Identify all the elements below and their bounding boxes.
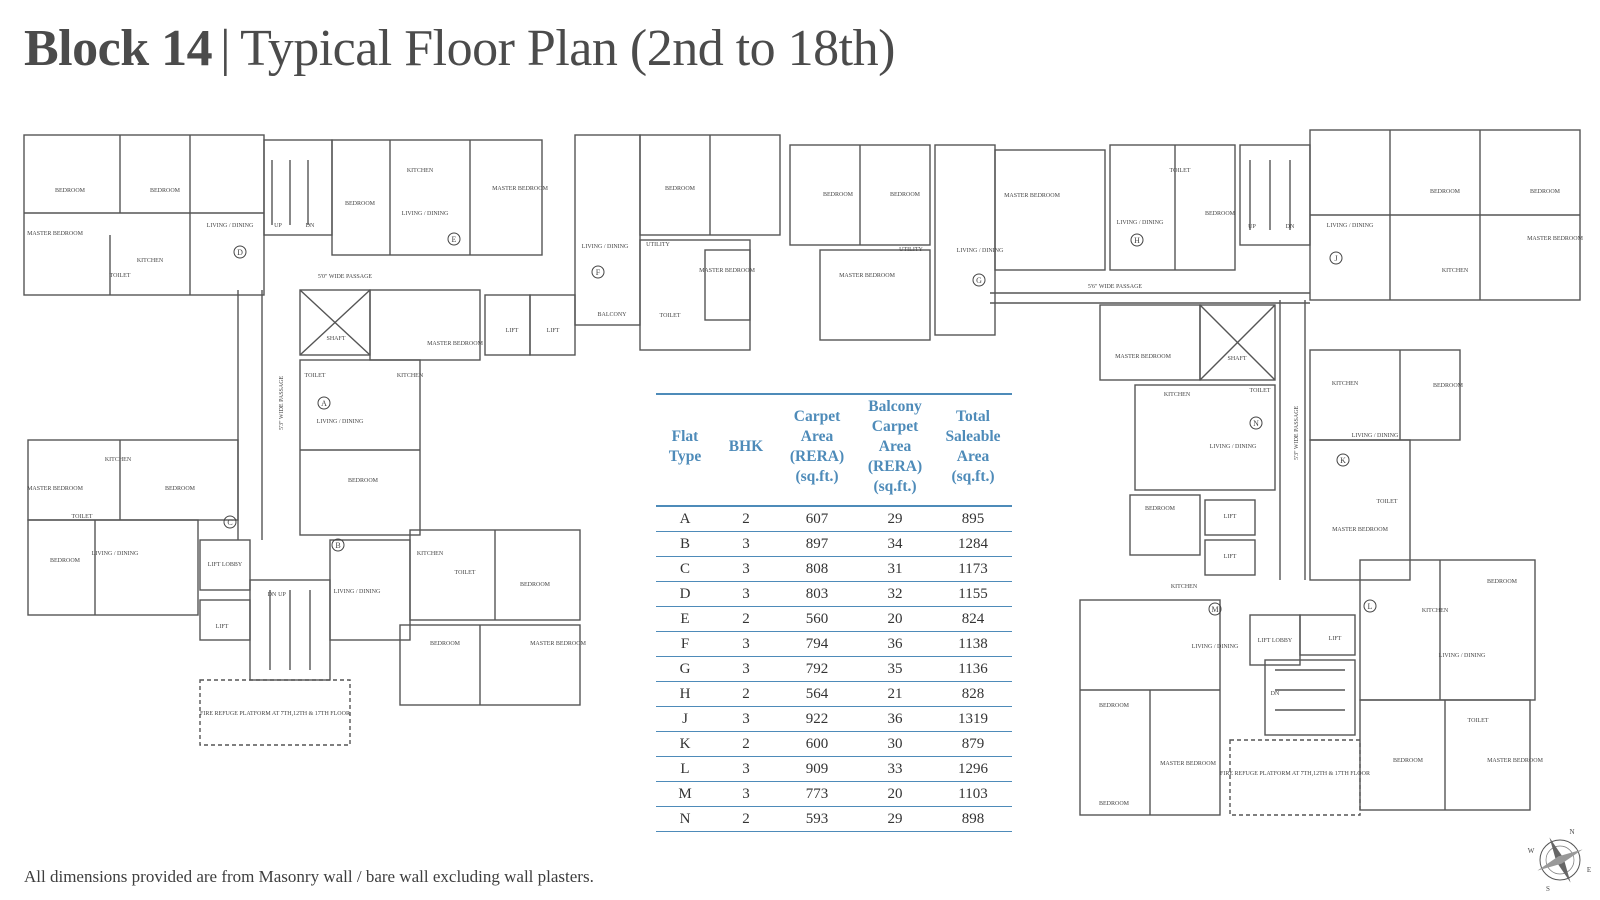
label-bedroom-j2: BEDROOM: [1529, 189, 1561, 195]
table-cell: J: [656, 707, 714, 732]
table-cell: 909: [778, 757, 856, 782]
plan-unit-k-outline: [1310, 350, 1460, 440]
title-subtitle: Typical Floor Plan (2nd to 18th): [240, 20, 895, 77]
table-row: [656, 582, 1012, 607]
flat-area-table: [656, 393, 1012, 832]
compass-e: E: [1586, 866, 1592, 874]
label-shaft-right: SHAFT: [1227, 356, 1247, 362]
label-living-f: LIVING / DINING: [581, 244, 629, 250]
plan-unit-d-outline: [24, 135, 264, 295]
table-cell: 607: [778, 506, 856, 532]
label-living-a: LIVING / DINING: [316, 419, 364, 425]
table-cell: 1173: [934, 557, 1012, 582]
table-cell: G: [656, 657, 714, 682]
label-bedroom-l2: BEDROOM: [1392, 758, 1424, 764]
block-name: Block 14: [24, 20, 213, 77]
table-cell: B: [656, 532, 714, 557]
label-living-k: LIVING / DINING: [1351, 433, 1399, 439]
label-kitchen-a: KITCHEN: [396, 373, 424, 379]
label-shaft-left: SHAFT: [326, 336, 346, 342]
plan-stair-bottom-right: [1265, 660, 1355, 735]
label-master-bedroom-n: MASTER BEDROOM: [1115, 354, 1171, 360]
plan-unit-e-outline: [332, 140, 542, 255]
table-cell: 2: [714, 506, 778, 532]
label-master-bedroom-b: MASTER BEDROOM: [530, 641, 586, 647]
header-saleable-area: Total Saleable Area (sq.ft.): [934, 394, 1012, 506]
label-up-left: UP: [274, 223, 282, 229]
table-row: [656, 707, 1012, 732]
plan-lift-1: [485, 295, 530, 355]
table-cell: 29: [856, 506, 934, 532]
table-cell: A: [656, 506, 714, 532]
label-kitchen-n: KITCHEN: [1163, 392, 1191, 398]
table-cell: 3: [714, 632, 778, 657]
footnote: All dimensions provided are from Masonry wall / bare wall excluding wall plasters.: [24, 867, 594, 886]
label-living-m: LIVING / DINING: [1191, 644, 1239, 650]
plan-unit-a-outline: [300, 360, 420, 535]
label-bedroom-m2: BEDROOM: [1098, 801, 1130, 807]
compass-n: N: [1569, 828, 1575, 836]
label-lift-2: LIFT: [546, 328, 560, 334]
label-dn-bottom-left: DN: [267, 592, 277, 598]
label-bedroom-h: BEDROOM: [1204, 211, 1236, 217]
table-cell: 20: [856, 607, 934, 632]
table-row: [656, 757, 1012, 782]
table-cell: N: [656, 807, 714, 832]
label-master-bedroom-h: MASTER BEDROOM: [1004, 193, 1060, 199]
flat-letter-k: K: [1340, 456, 1346, 465]
flat-letter-j: J: [1334, 254, 1338, 263]
table-cell: 35: [856, 657, 934, 682]
flat-letter-e: E: [451, 235, 457, 244]
label-passage-vertical-right: 5'3" WIDE PASSAGE: [1294, 405, 1300, 460]
header-balcony-area: Balcony Carpet Area (RERA) (sq.ft.): [856, 394, 934, 506]
flat-letter-m: M: [1211, 605, 1219, 614]
table-cell: 1103: [934, 782, 1012, 807]
label-bedroom-m: BEDROOM: [1098, 703, 1130, 709]
label-living-c: LIVING / DINING: [91, 551, 139, 557]
compass-s: S: [1546, 885, 1550, 893]
label-passage-vertical-left: 5'3" WIDE PASSAGE: [279, 375, 285, 430]
label-bedroom-j1: BEDROOM: [1429, 189, 1461, 195]
table-row: [656, 506, 1012, 532]
label-kitchen-j: KITCHEN: [1441, 268, 1469, 274]
label-master-bedroom-k: MASTER BEDROOM: [1332, 527, 1388, 533]
table-row: [656, 557, 1012, 582]
label-living-b: LIVING / DINING: [333, 589, 381, 595]
label-bedroom-c2: BEDROOM: [49, 558, 81, 564]
table-cell: 36: [856, 632, 934, 657]
label-fire-refuge-right: FIRE REFUGE PLATFORM AT 7TH,12TH & 17TH FLOOR: [1220, 771, 1370, 777]
label-fire-refuge-left: FIRE REFUGE PLATFORM AT 7TH,12TH & 17TH FLOOR: [200, 711, 350, 717]
label-lift-right: LIFT: [1328, 636, 1342, 642]
flat-letter-c: C: [227, 518, 233, 527]
label-dn-left: DN: [305, 223, 315, 229]
table-cell: 564: [778, 682, 856, 707]
label-bedroom-g: BEDROOM: [822, 192, 854, 198]
label-living-g: LIVING / DINING: [956, 248, 1004, 254]
plan-unit-h-outline: [995, 150, 1105, 270]
table-cell: 1138: [934, 632, 1012, 657]
label-toilet-a: TOILET: [304, 373, 326, 379]
label-lift-lobby-right: LIFT LOBBY: [1257, 638, 1293, 644]
label-bedroom-d1: BEDROOM: [54, 188, 86, 194]
label-living-d: LIVING / DINING: [206, 223, 254, 229]
label-master-bedroom-g: MASTER BEDROOM: [839, 273, 895, 279]
table-cell: 593: [778, 807, 856, 832]
table-cell: 1319: [934, 707, 1012, 732]
label-kitchen-l: KITCHEN: [1421, 608, 1449, 614]
table-cell: 20: [856, 782, 934, 807]
table-cell: 30: [856, 732, 934, 757]
label-kitchen-c: KITCHEN: [104, 457, 132, 463]
table-cell: D: [656, 582, 714, 607]
table-cell: 803: [778, 582, 856, 607]
label-living-l: LIVING / DINING: [1438, 653, 1486, 659]
table-cell: 600: [778, 732, 856, 757]
table-cell: 29: [856, 807, 934, 832]
table-cell: 1136: [934, 657, 1012, 682]
label-bedroom-e: BEDROOM: [344, 201, 376, 207]
label-dn-bottom-right: DN: [1270, 691, 1280, 697]
label-kitchen-d: KITCHEN: [136, 258, 164, 264]
label-utility-f: UTILITY: [646, 242, 670, 248]
label-passage-right: 5'6" WIDE PASSAGE: [1087, 284, 1143, 290]
table-header-row: [656, 394, 1012, 506]
label-bedroom-b2: BEDROOM: [429, 641, 461, 647]
compass-w: W: [1527, 847, 1535, 855]
table-cell: 3: [714, 657, 778, 682]
table-cell: 31: [856, 557, 934, 582]
table-cell: 1284: [934, 532, 1012, 557]
table-cell: M: [656, 782, 714, 807]
table-cell: H: [656, 682, 714, 707]
header-flat-type: Flat Type: [656, 394, 714, 506]
table-cell: 808: [778, 557, 856, 582]
label-bedroom-k: BEDROOM: [1432, 383, 1464, 389]
label-living-j: LIVING / DINING: [1326, 223, 1374, 229]
table-cell: 824: [934, 607, 1012, 632]
header-carpet-area: Carpet Area (RERA) (sq.ft.): [778, 394, 856, 506]
table-cell: 794: [778, 632, 856, 657]
label-kitchen-m: KITCHEN: [1170, 584, 1198, 590]
label-master-bedroom-f: MASTER BEDROOM: [699, 268, 755, 274]
label-toilet-l: TOILET: [1467, 718, 1489, 724]
label-bedroom-b1: BEDROOM: [519, 582, 551, 588]
table-row: [656, 732, 1012, 757]
label-bedroom-l: BEDROOM: [1486, 579, 1518, 585]
label-bedroom-a: BEDROOM: [347, 478, 379, 484]
table-cell: 2: [714, 732, 778, 757]
flat-letter-n: N: [1253, 419, 1259, 428]
label-toilet-b: TOILET: [454, 570, 476, 576]
label-kitchen-b: KITCHEN: [416, 551, 444, 557]
label-toilet-f: TOILET: [659, 313, 681, 319]
plan-unit-c-outline: [28, 440, 238, 520]
table-cell: 1296: [934, 757, 1012, 782]
label-toilet-c: TOILET: [71, 514, 93, 520]
table-cell: C: [656, 557, 714, 582]
label-master-bedroom-d: MASTER BEDROOM: [27, 231, 83, 237]
table-cell: 922: [778, 707, 856, 732]
label-passage-left: 5'0" WIDE PASSAGE: [317, 274, 373, 280]
label-bedroom-f: BEDROOM: [664, 186, 696, 192]
label-toilet-h: TOILET: [1169, 168, 1191, 174]
table-cell: 21: [856, 682, 934, 707]
table-cell: 3: [714, 532, 778, 557]
plan-stair-left: [264, 140, 332, 235]
label-living-n: LIVING / DINING: [1209, 444, 1257, 450]
label-bedroom-n: BEDROOM: [1144, 506, 1176, 512]
table-row: [656, 782, 1012, 807]
label-kitchen-k: KITCHEN: [1331, 381, 1359, 387]
label-master-bedroom-e: MASTER BEDROOM: [492, 186, 548, 192]
table-cell: 1155: [934, 582, 1012, 607]
table-cell: 3: [714, 582, 778, 607]
table-cell: 898: [934, 807, 1012, 832]
label-lift-3: LIFT: [1223, 514, 1237, 520]
label-up-bottom-left: UP: [278, 592, 286, 598]
table-cell: K: [656, 732, 714, 757]
label-bedroom-c1: BEDROOM: [164, 486, 196, 492]
label-bedroom-g2: BEDROOM: [889, 192, 921, 198]
label-toilet-n: TOILET: [1249, 388, 1271, 394]
plan-unit-f-outline: [575, 135, 640, 325]
label-lift-lobby-left: LIFT LOBBY: [207, 562, 243, 568]
table-cell: 36: [856, 707, 934, 732]
table-cell: 897: [778, 532, 856, 557]
page-title: [24, 14, 895, 84]
flat-letter-a: A: [321, 399, 327, 408]
table-cell: 34: [856, 532, 934, 557]
label-master-bedroom-c: MASTER BEDROOM: [27, 486, 83, 492]
header-bhk: BHK: [714, 394, 778, 506]
label-dn-right: DN: [1285, 224, 1295, 230]
table-cell: 792: [778, 657, 856, 682]
plan-unit-n-outline: [1100, 305, 1200, 380]
table-cell: L: [656, 757, 714, 782]
flat-letter-d: D: [237, 248, 243, 257]
table-row: [656, 657, 1012, 682]
label-bedroom-d2: BEDROOM: [149, 188, 181, 194]
label-lift-left: LIFT: [215, 624, 229, 630]
label-master-bedroom-j: MASTER BEDROOM: [1527, 236, 1583, 242]
table-cell: 828: [934, 682, 1012, 707]
table-cell: 895: [934, 506, 1012, 532]
flat-letter-b: B: [335, 541, 341, 550]
label-master-bedroom-a: MASTER BEDROOM: [427, 341, 483, 347]
table-cell: 3: [714, 757, 778, 782]
table-row: [656, 607, 1012, 632]
table-cell: 2: [714, 607, 778, 632]
table-cell: 560: [778, 607, 856, 632]
label-kitchen-e: KITCHEN: [406, 168, 434, 174]
table-cell: 3: [714, 782, 778, 807]
table-cell: 773: [778, 782, 856, 807]
table-cell: E: [656, 607, 714, 632]
table-cell: 879: [934, 732, 1012, 757]
label-utility-g: UTILITY: [899, 247, 923, 253]
label-lift-1: LIFT: [505, 328, 519, 334]
plan-fire-refuge-right: [1230, 740, 1360, 815]
table-cell: 3: [714, 707, 778, 732]
compass-rose-icon: [1525, 825, 1595, 895]
label-up-right: UP: [1248, 224, 1256, 230]
table-cell: 2: [714, 807, 778, 832]
label-master-bedroom-l: MASTER BEDROOM: [1487, 758, 1543, 764]
label-master-bedroom-m: MASTER BEDROOM: [1160, 761, 1216, 767]
table-row: [656, 632, 1012, 657]
table-cell: 33: [856, 757, 934, 782]
label-living-e: LIVING / DINING: [401, 211, 449, 217]
title-separator: |: [220, 20, 231, 77]
flat-letter-l: L: [1367, 602, 1373, 611]
label-balcony-f: BALCONY: [597, 312, 627, 318]
label-living-h: LIVING / DINING: [1116, 220, 1164, 226]
table-cell: 32: [856, 582, 934, 607]
flat-letter-g: G: [976, 276, 982, 285]
flat-letter-h: H: [1134, 236, 1140, 245]
table-cell: 2: [714, 682, 778, 707]
label-toilet-d: TOILET: [109, 273, 131, 279]
table-row: [656, 807, 1012, 832]
plan-lift-2: [530, 295, 575, 355]
table-cell: 3: [714, 557, 778, 582]
label-toilet-k: TOILET: [1376, 499, 1398, 505]
table-row: [656, 532, 1012, 557]
label-lift-4: LIFT: [1223, 554, 1237, 560]
table-row: [656, 682, 1012, 707]
table-cell: F: [656, 632, 714, 657]
flat-letter-f: F: [595, 268, 601, 277]
